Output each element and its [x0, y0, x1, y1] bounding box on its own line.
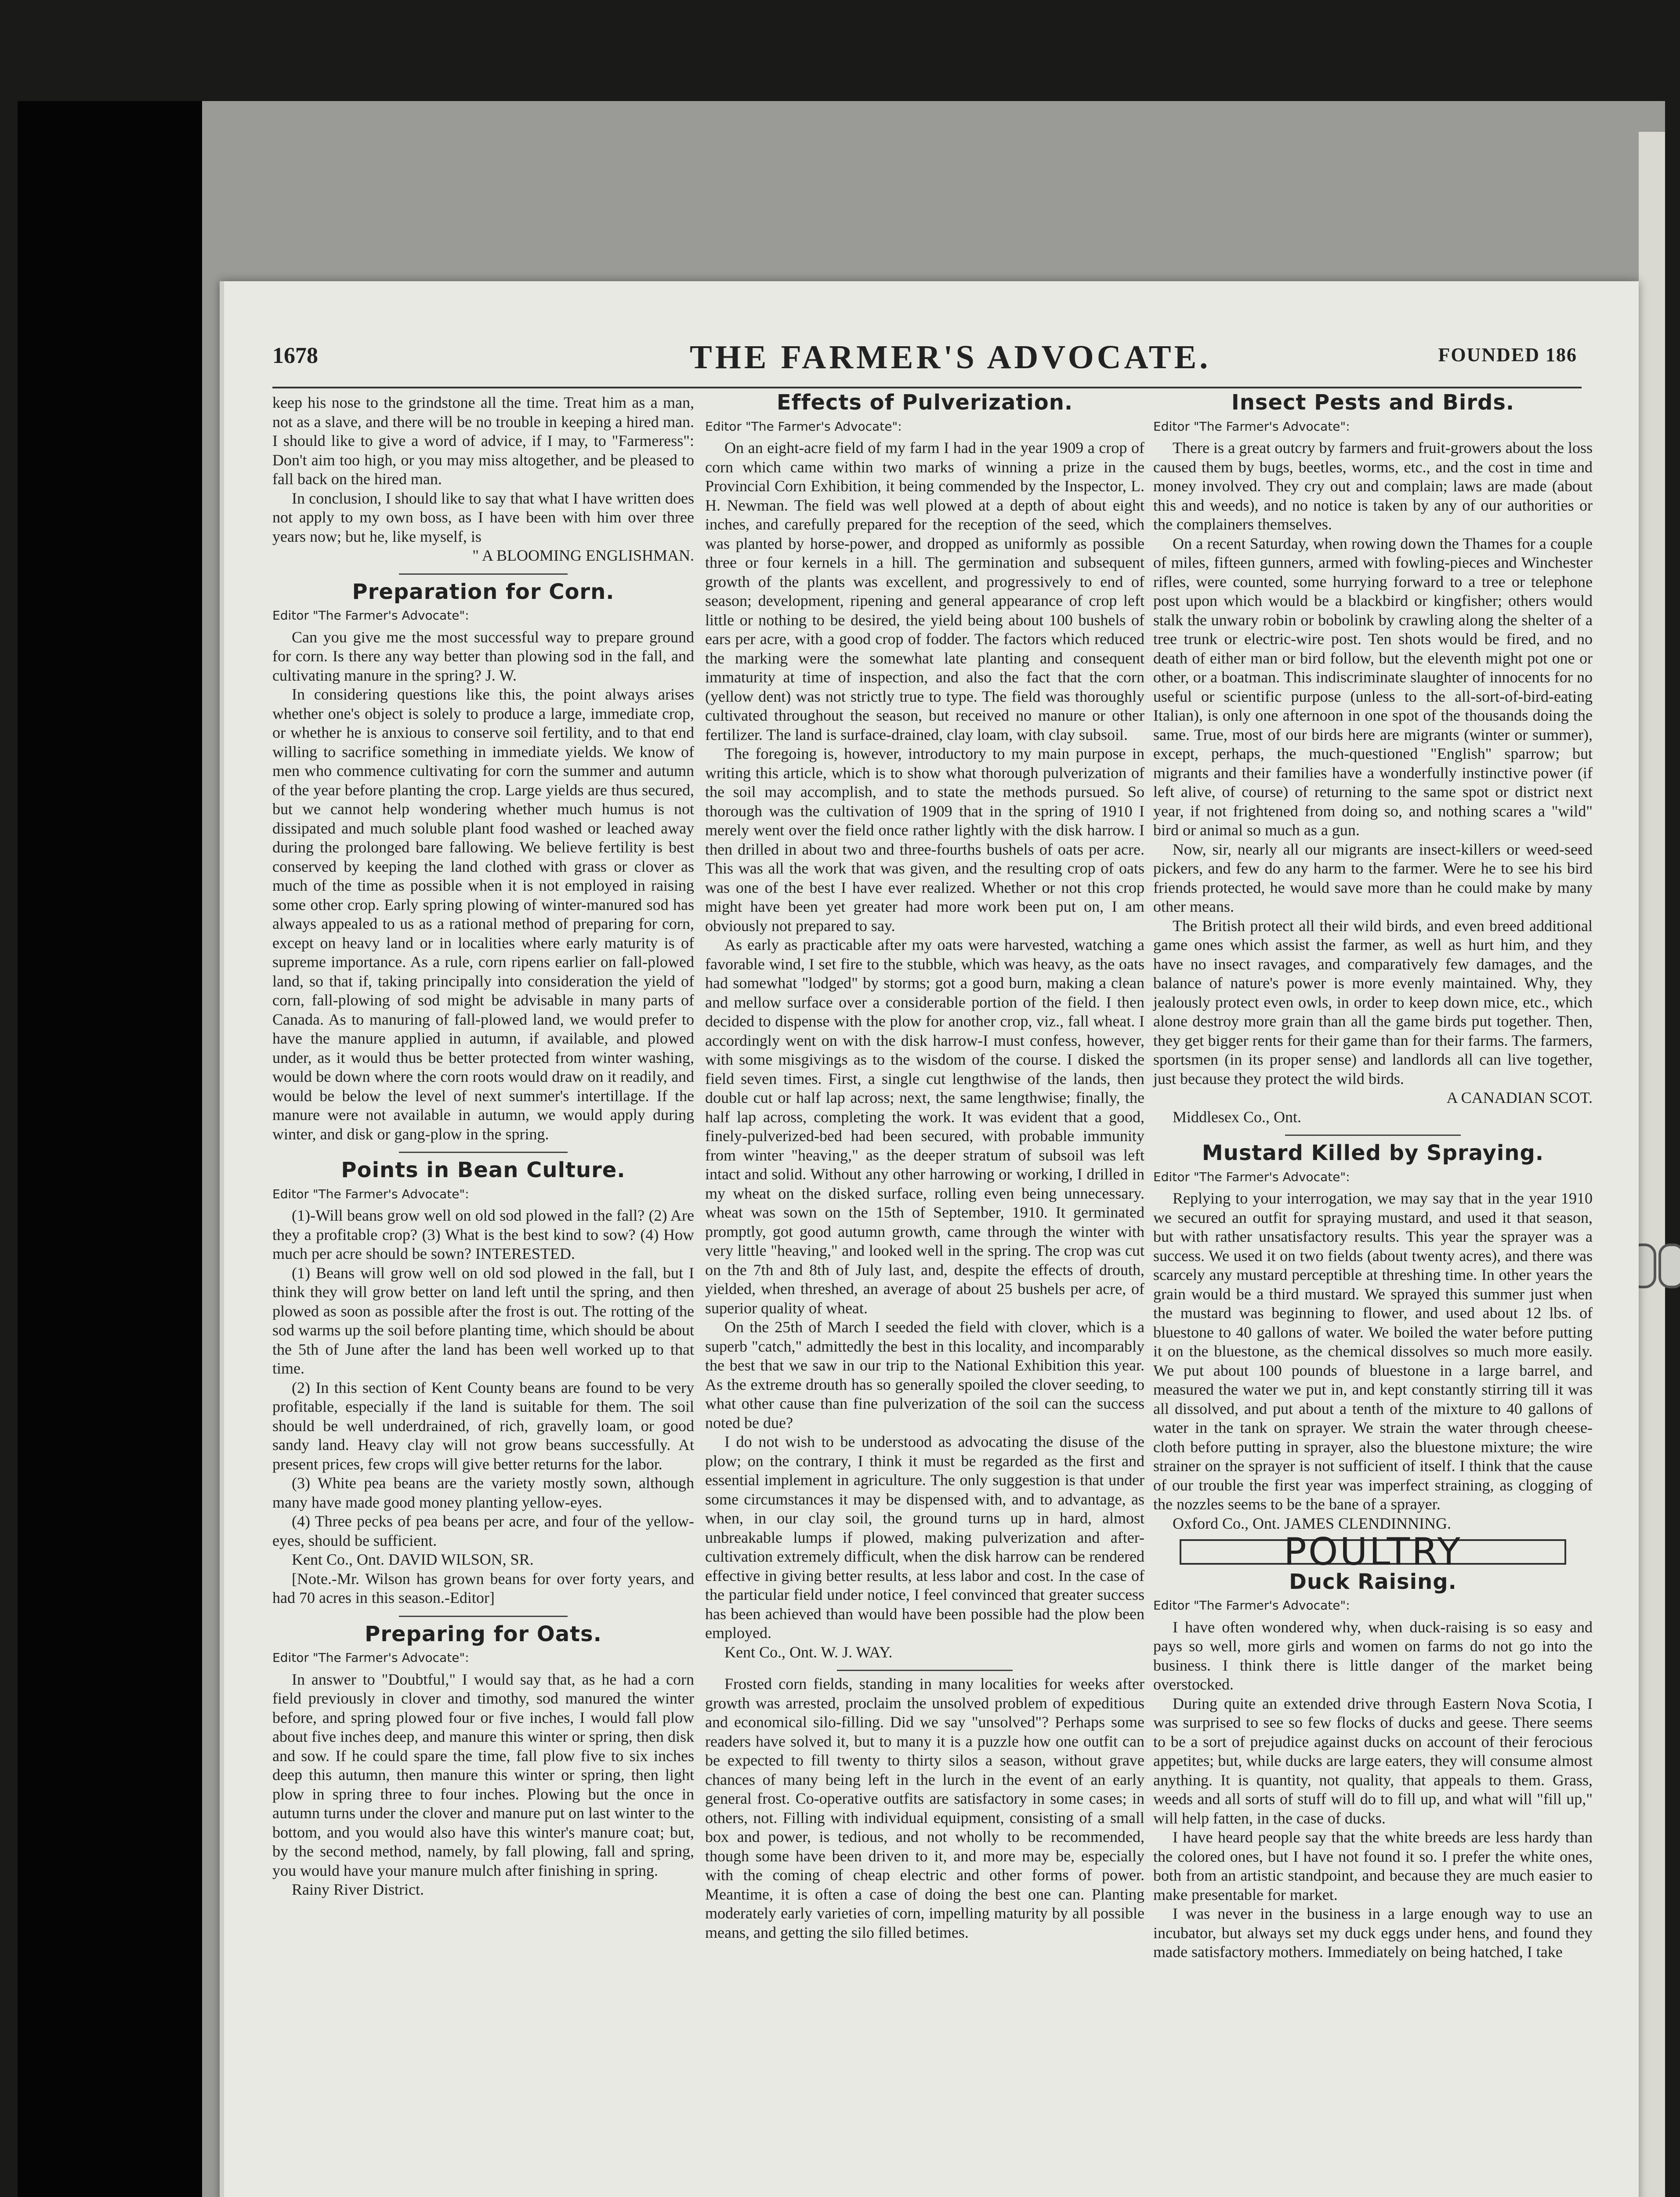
- section-banner-poultry: POULTRY: [1180, 1539, 1566, 1565]
- article-paragraph: Frosted corn fields, standing in many localities for weeks after growth was arrested, proclaim the unsolved problem of expeditious and economical silo-filling. Did we say "unsolved"? Perhaps some readers have solved it, but to many it is a puzzle how one outfit can be expected to fill twenty to thirty silos a season, without grave chances of many being left in the lurch in the event of an early general frost. Co-operative outfits are satisfactory in some cases; in others, not. Filling with individual equipment, consisting of a small box and power, is tedious, and not wholly to be recommended, though some have been driven to it, and more may be, especially with the coming of cheap electric and other forms of power. Meantime, it is often a case of doing the best one can. Planting moderately early varieties of corn, impelling maturity by all possible means, and getting the silo filled betimes.: [705, 1675, 1144, 1941]
- binder-clip-right: [1658, 1244, 1680, 1288]
- column-left: [272, 393, 694, 1900]
- article-separator: [399, 573, 568, 575]
- article-paragraph: In answer to "Doubtful," I would say that, as he had a corn field previously in clover and timothy, sod manured the winter before, and spring plowed four or five inches, I would fall plow about five inches deep, and manure this winter or spring, then disk and sow. If he could spare the time, fall plow five to six inches deep this autumn, then manure this winter or spring, then light plow in spring three to four inches. Plowing but the once in autumn turns under the clover and manure put on last winter to the bottom, and you would also have this winter's manure coat; but, by the second method, namely, by fall plowing, fall and spring, you would have your manure mulch after finishing in spring.: [272, 1670, 694, 1879]
- article-paragraph: I was never in the business in a large enough way to use an incubator, but always set my duck eggs under hens, and found they made satisfactory mothers. Immediately on being hatched, I take: [1153, 1905, 1593, 1961]
- scan-dark-margin: [18, 101, 202, 2197]
- founded-label: FOUNDED 186: [1438, 344, 1577, 366]
- article-signature: A CANADIAN SCOT.: [1446, 1089, 1593, 1106]
- article-title-ducks: Duck Raising.: [1289, 1569, 1457, 1594]
- article-signature: Rainy River District.: [292, 1881, 424, 1898]
- article-paragraph: Now, sir, nearly all our migrants are insect-killers or weed-seed pickers, and few do any harm to the farmer. Were he to see his bird friends protected, he would save more than he could make by many other means.: [1153, 840, 1593, 915]
- article-title-beans: Points in Bean Culture.: [341, 1158, 626, 1182]
- article-paragraph: The foregoing is, however, introductory to my main purpose in writing this article, which is to show what thorough pulverization of the soil may accomplish, and to state the methods pursued. So thorough was the cultivation of 1909 that in the spring of 1910 I merely went over the field once rather lightly with the disk harrow. I then drilled in about two and three-fourths bushels of oats per acre. This was all the work that was given, and the resulting crop of oats was one of the best I have ever realized. Whether or not this crop might have been yet greater had more work been put on, I am obviously not prepared to say.: [705, 745, 1144, 935]
- article-paragraph: (3) White pea beans are the variety mostly sown, although many have made good money planting yellow-eyes.: [272, 1474, 694, 1511]
- header-rule: [272, 387, 1582, 388]
- article-paragraph: I have often wondered why, when duck-raising is so easy and pays so well, more girls and women on farms do not go into the business. I think there is little danger of the market being overstocked.: [1153, 1618, 1593, 1693]
- article-paragraph: Replying to your interrogation, we may say that in the year 1910 we secured an outfit for spraying mustard, and used it that season, but with rather unsatisfactory results. This year the sprayer was a success. We used it on two fields (about twenty acres), and there was scarcely any mustard perceptible at threshing time. In other years the grain would be a third mustard. We sprayed this summer just when the mustard was beginning to flower, and used about 12 lbs. of bluestone to 40 gallons of water. We boiled the water before putting it on the bluestone, as the chemical dissolves so much more easily. We put about 100 pounds of bluestone in a large barrel, and measured the water we put in, and kept constantly stirring till it was all dissolved, and put about a tenth of the mixture to 40 gallons of water in the tank on sprayer. We strain the water through cheese-cloth before putting in sprayer, also the bluestone mixture; the wire strainer on the sprayer is not sufficient of itself. I think that the cause of our trouble the first year was imperfect straining, as clogging of the nozzles seems to be the bane of a sprayer.: [1153, 1189, 1593, 1513]
- article-signature: Kent Co., Ont. DAVID WILSON, SR.: [292, 1551, 534, 1568]
- editor-line: Editor "The Farmer's Advocate":: [705, 419, 902, 434]
- article-paragraph: keep his nose to the grindstone all the time. Treat him as a man, not as a slave, and there will be no trouble in keeping a hired man. I should like to give a word of advice, if I may, to "Farmeress": Don't aim too high, or you may miss altogether, and be pleased to fall back on the hired man.: [272, 394, 694, 488]
- column-middle: [705, 390, 1144, 1942]
- article-paragraph: (1)-Will beans grow well on old sod plowed in the fall? (2) Are they a profitable crop? (3) What is the best kind to sow? (4) How much per acre should be sown? INTERESTED.: [272, 1207, 694, 1262]
- article-paragraph: The British protect all their wild birds, and even breed additional game ones which assist the farmer, as well as hurt him, and they have no insect ravages, and comparatively few damages, and the balance of nature's power is more evenly maintained. Why, they jealously protect even owls, in order to keep down mice, etc., which alone destroy more grain than all the game birds put together. Then, they get bigger rents for their game than for their farms. The farmers, sportsmen (in its proper sense) and landlords all can live together, just because they protect the wild birds.: [1153, 917, 1593, 1088]
- article-signature: " A BLOOMING ENGLISHMAN.: [472, 547, 694, 564]
- editor-line: Editor "The Farmer's Advocate":: [272, 608, 469, 623]
- article-place: Middlesex Co., Ont.: [1173, 1108, 1301, 1126]
- article-title-pulverization: Effects of Pulverization.: [776, 390, 1073, 415]
- editor-line: Editor "The Farmer's Advocate":: [272, 1650, 469, 1665]
- article-paragraph: In considering questions like this, the point always arises whether one's object is solely to produce a large, immediate crop, or whether he is anxious to conserve soil fertility, and to that end willing to sacrifice something in immediate yields. We know of men who commence cultivating for corn the summer and autumn of the year before planting the crop. Large yields are thus secured, but we cannot help wondering whether much humus is not dissipated and much soluble plant food washed or leached away during the prolonged bare fallowing. We believe fertility is best conserved by keeping the land clothed with grass or clover as much of the time as possible when it is not employed in raising some other crop. Early spring plowing of winter-manured sod has always appealed to us as a rational method of preparing for corn, except on heavy land or in localities where early maturity is of supreme importance. As a rule, corn ripens earlier on fall-plowed land, so that if, taking principally into consideration the yield of corn, fall-plowing of sod might be advisable in many parts of Canada. As to manuring of fall-plowed land, we would prefer to have the manure applied in autumn, if available, and plowed under, as it would thus be better protected from winter washing, would be down where the corn roots would draw on it readily, and would be below the level of next summer's intertillage. If the manure were not available in autumn, we would apply during winter, and disk or gang-plow in the spring.: [272, 685, 694, 1143]
- article-paragraph: On an eight-acre field of my farm I had in the year 1909 a crop of corn which came within two marks of winning a prize in the Provincial Corn Exhibition, it being commended by the Inspector, L. H. Newman. The field was well plowed at a depth of about eight inches, and carefully prepared for the reception of the seed, which was planted by horse-power, and dropped as uniformly as possible three or four kernels in a hill. The germination and subsequent growth of the plants was excellent, and progressively to end of season; development, ripening and general appearance of crop left little or nothing to be desired, the yield being about 100 bushels of ears per acre, with a good crop of fodder. The factors which reduced the marking were the somewhat late planting and consequent immaturity at time of inspection, and also the fact that the corn (yellow dent) was not strictly true to type. The field was thoroughly cultivated throughout the season, but received no manure or other fertilizer. The land is surface-drained, clay loam, with clay subsoil.: [705, 439, 1144, 743]
- article-title-mustard: Mustard Killed by Spraying.: [1202, 1141, 1544, 1165]
- article-paragraph: Can you give me the most successful way to prepare ground for corn. Is there any way better than plowing sod in the fall, and cultivating manure in the spring? J. W.: [272, 628, 694, 684]
- editor-line: Editor "The Farmer's Advocate":: [1153, 1598, 1350, 1613]
- article-separator: [837, 1670, 1013, 1671]
- editor-line: Editor "The Farmer's Advocate":: [272, 1186, 469, 1201]
- column-right: [1153, 390, 1593, 1962]
- editor-line: Editor "The Farmer's Advocate":: [1153, 1169, 1350, 1184]
- publication-title: THE FARMER'S ADVOCATE.: [690, 339, 1211, 376]
- article-paragraph: On a recent Saturday, when rowing down the Thames for a couple of miles, fifteen gunners, armed with fowling-pieces and Winchester rifles, were counted, some hurrying forward to a tree or telephone post upon which would be a blackbird or kingfisher; others would stalk the unwary robin or bobolink by crawling along the shelter of a tree trunk or electric-wire post. Ten shots would be fired, and no death of either man or bird follow, but the eleventh might pot one or other, or a boatman. This indiscriminate slaughter of innocents for no useful or scientific purpose (unless to the all-sort-of-bird-eating Italian), is only one afternoon in one spot of the thousands doing the same. True, most of our birds here are migrants (winter or summer), except, perhaps, the much-questioned "English" sparrow; but migrants and their families have a wonderfully instinctive power (if left alive, of course) of returning to the same spot or district next year, if not frightened from doing so, and nothing scares a "wild" bird or animal so much as a gun.: [1153, 534, 1593, 839]
- article-paragraph: (1) Beans will grow well on old sod plowed in the fall, but I think they will grow better on land left until the spring, and then plowed as soon as possible after the frost is out. The rotting of the sod warms up the soil before planting time, which should be about the 5th of June after the land has been well worked up to that time.: [272, 1264, 694, 1377]
- facing-page-edge: [1639, 132, 1665, 2197]
- article-paragraph: I have heard people say that the white breeds are less hardy than the colored ones, but I have not found it so. I prefer the white ones, both from an artistic standpoint, and because they are much easier to make presentable for market.: [1153, 1828, 1593, 1903]
- page-header: [272, 338, 1577, 378]
- editor-note: [Note.-Mr. Wilson has grown beans for over forty years, and had 70 acres in this season.-Editor]: [272, 1570, 694, 1606]
- article-separator: [399, 1616, 568, 1617]
- article-title-insects: Insect Pests and Birds.: [1231, 390, 1515, 415]
- page-number: 1678: [272, 343, 318, 368]
- article-paragraph: I do not wish to be understood as advocating the disuse of the plow; on the contrary, I think it must be regarded as the first and essential implement in agriculture. The only suggestion is that under some circumstances it may be dispensed with, and to advantage, as when, in our clay soil, the ground turns up in hard, almost unbreakable lumps if plowed, making pulverization and after-cultivation extremely difficult, when the disk harrow can be rendered effective in giving better results, at less labor and cost. In the case of the particular field under notice, I feel convinced that greater success has been achieved than would have been possible had the plow been employed.: [705, 1433, 1144, 1642]
- article-title-oats: Preparing for Oats.: [365, 1621, 602, 1646]
- article-title-corn: Preparation for Corn.: [352, 579, 615, 604]
- article-paragraph: There is a great outcry by farmers and fruit-growers about the loss caused them by bugs, beetles, worms, etc., and the cost in time and money involved. They cry out and complain; laws are made (about this and weeds), and no notice is taken by any of our authorities or the complainers themselves.: [1153, 439, 1593, 533]
- article-paragraph: In conclusion, I should like to say that what I have written does not apply to my own boss, as I have been with him over three years now; but he, like myself, is: [272, 489, 694, 545]
- article-paragraph: (2) In this section of Kent County beans are found to be very profitable, especially if the land is suitable for them. The soil should be well underdrained, of rich, gravelly loam, or good sandy land. Heavy clay will not grow beans successfully. At present prices, few crops will give better returns for the labor.: [272, 1378, 694, 1473]
- article-paragraph: On the 25th of March I seeded the field with clover, which is a superb "catch," admittedly the best in this locality, and incomparably the best that we saw in our trip to the National Exhibition this year. As the extreme drouth has so generally spoiled the clover seeding, to what other cause than fine pulverization of the soil can the success noted be due?: [705, 1318, 1144, 1432]
- article-signature: Oxford Co., Ont. JAMES CLENDINNING.: [1173, 1514, 1451, 1532]
- article-paragraph: During quite an extended drive through Eastern Nova Scotia, I was surprised to see so few flocks of ducks and geese. There seems to be a sort of prejudice against ducks on account of their ferocious appetites; but, while ducks are large eaters, they will consume almost anything. It is quantity, not quality, that appeals to them. Grass, weeds and all sorts of stuff will do to fill up, and what will "fill up," will help fatten, in the case of ducks.: [1153, 1694, 1593, 1827]
- article-paragraph: (4) Three pecks of pea beans per acre, and four of the yellow-eyes, should be sufficient.: [272, 1512, 694, 1549]
- editor-line: Editor "The Farmer's Advocate":: [1153, 419, 1350, 434]
- article-paragraph: As early as practicable after my oats were harvested, watching a favorable wind, I set fire to the stubble, which was heavy, as the oats had somewhat "lodged" by storms; got a good burn, making a clean and mellow surface over a considerable portion of the field. I then decided to dispense with the plow for another crop, viz., fall wheat. I accordingly went on with the disk harrow-I must confess, however, with some misgivings as to the wisdom of the course. I disked the field seven times. First, a single cut lengthwise of the lands, then double cut or half lap across; next, the same lengthwise; finally, the half lap across, completing the work. It was evident that a good, finely-pulverized-bed had been secured, with probable immunity from winter "heaving," as the deeper stratum of subsoil was left intact and solid. Without any other harrowing or working, I drilled in my wheat on the disked surface, rolling even being unnecessary. wheat was sown on the 15th of September, 1910. It germinated promptly, got good autumn growth, came through the winter with very little "heaving," and looked well in the spring. The crop was cut on the 7th and 8th of July last, and, despite the effects of drouth, yielded, when threshed, an average of about 25 bushels per acre, of superior quality of wheat.: [705, 936, 1144, 1317]
- article-signature: Kent Co., Ont. W. J. WAY.: [724, 1643, 893, 1661]
- article-separator: [399, 1152, 568, 1153]
- article-separator: [1285, 1135, 1461, 1136]
